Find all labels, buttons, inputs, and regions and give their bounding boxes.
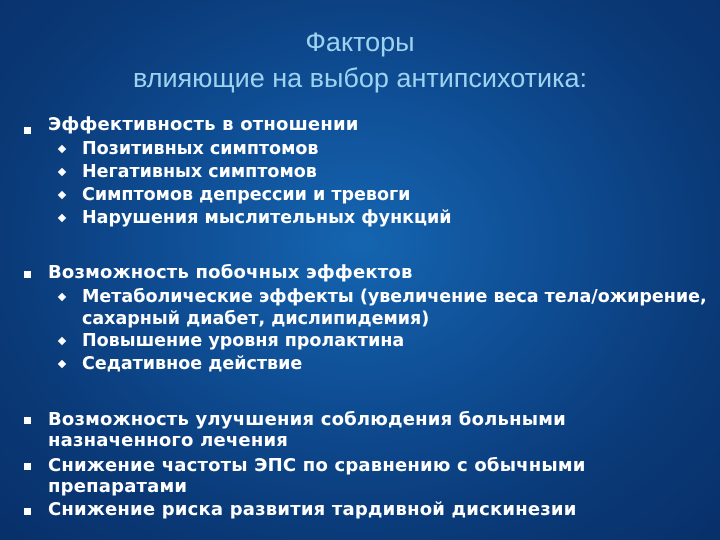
square-bullet-icon bbox=[24, 463, 31, 470]
diamond-bullet-icon bbox=[58, 191, 66, 199]
list-item-tardive-dyskinesia bbox=[48, 499, 708, 520]
list-item-compliance bbox=[48, 409, 648, 451]
sub-item: Седативное действие bbox=[82, 353, 708, 376]
square-bullet-icon bbox=[24, 271, 31, 278]
diamond-bullet-icon bbox=[58, 214, 66, 222]
sub-item: Метаболические эффекты (увеличение веса тела/ожирение, сахарный диабет, дислипидемия) bbox=[82, 286, 708, 330]
list-item-label: Возможность улучшения соблюдения больными назначенного лечения bbox=[48, 409, 566, 451]
diamond-bullet-icon bbox=[58, 360, 66, 368]
square-bullet-icon bbox=[24, 508, 31, 515]
sub-item: Симптомов депрессии и тревоги bbox=[82, 184, 708, 207]
list-item-label: Эффективность в отношении bbox=[48, 114, 359, 135]
list-item-eps bbox=[48, 455, 648, 497]
list-item-label: Снижение частоты ЭПС по сравнению с обычными препаратами bbox=[48, 455, 586, 497]
list-item-efficacy bbox=[48, 114, 708, 230]
list-item-side-effects bbox=[48, 262, 708, 376]
sub-item: Повышение уровня пролактина bbox=[82, 330, 708, 353]
sub-item: Нарушения мыслительных функций bbox=[82, 207, 708, 230]
sub-item: Позитивных симптомов bbox=[82, 138, 708, 161]
title-line-1: Факторы bbox=[305, 27, 415, 57]
diamond-bullet-icon bbox=[58, 168, 66, 176]
sub-item: Негативных симптомов bbox=[82, 161, 708, 184]
square-bullet-icon bbox=[24, 417, 31, 424]
square-bullet-icon bbox=[24, 127, 31, 134]
list-item-label: Снижение риска развития тардивной дискинезии bbox=[48, 499, 577, 520]
diamond-bullet-icon bbox=[58, 337, 66, 345]
title-line-2: влияющие на выбор антипсихотика: bbox=[133, 63, 587, 93]
list-item-label: Возможность побочных эффектов bbox=[48, 262, 413, 283]
diamond-bullet-icon bbox=[58, 293, 66, 301]
diamond-bullet-icon bbox=[58, 145, 66, 153]
